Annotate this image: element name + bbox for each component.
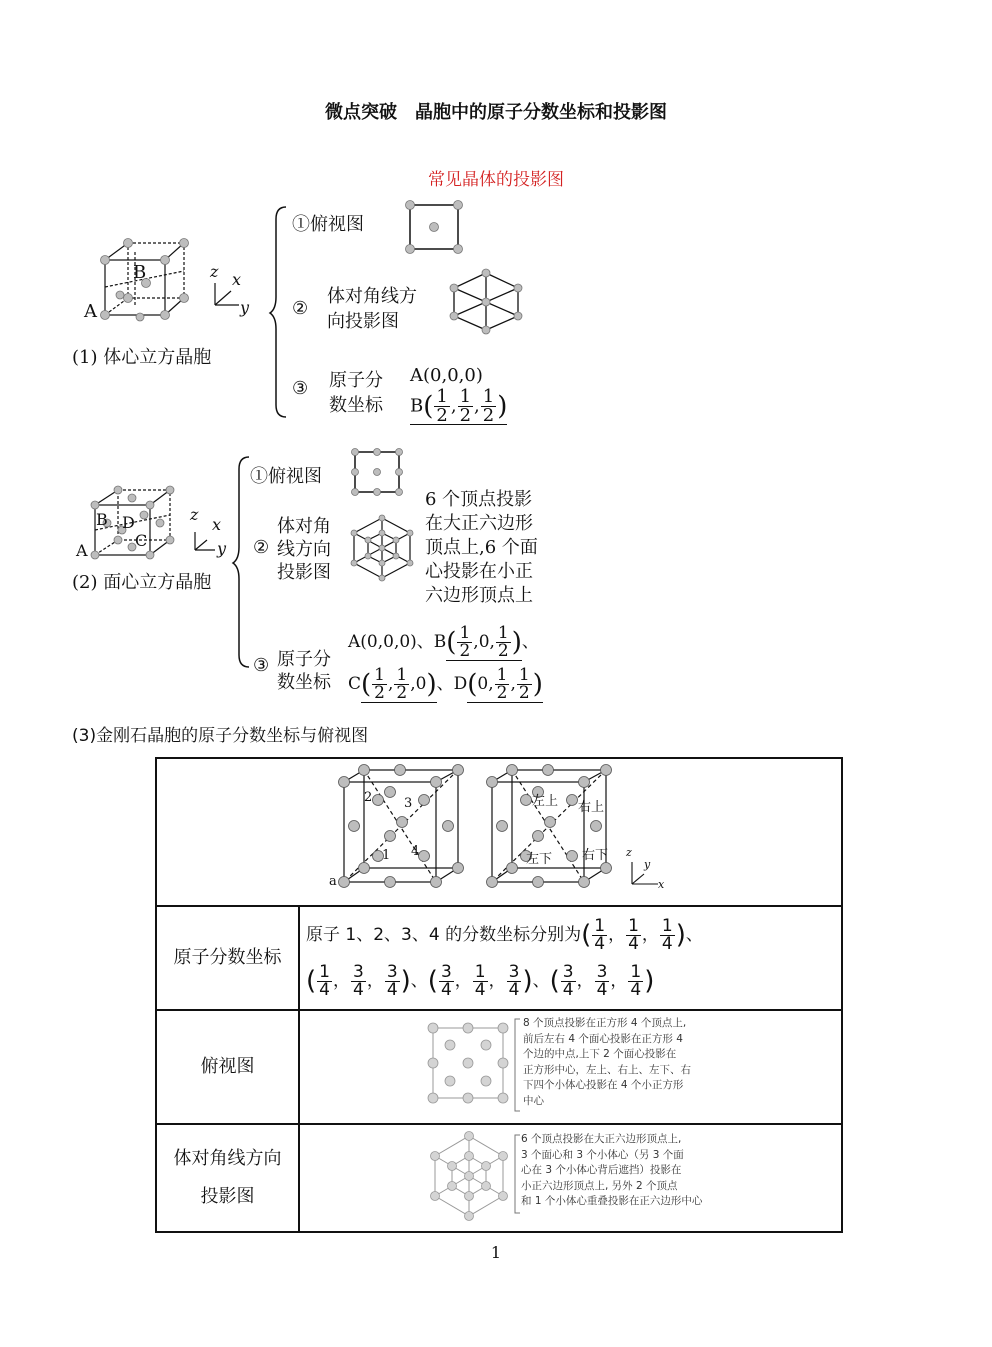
diamond-label-top-left: 左上: [532, 794, 559, 809]
fcc-top-view-label: ①俯视图: [250, 466, 322, 487]
page-number: 1: [490, 1243, 502, 1262]
top-view-note: 8 个顶点投影在正方形 4 个顶点上, 前后左右 4 个面心投影在正方形 4 个边的中点,上下 2 个面心投影在 正方形中心，左上、右上、左下、右 下四个小体心投影在 4 个小正方形 中心: [523, 1017, 691, 1107]
axis-y: y: [217, 539, 227, 558]
section2-caption: (2) 面心立方晶胞: [72, 572, 212, 593]
fcc-coords-line1: A(0,0,0)、B( $\frac{1}{2}$ ,0, $\frac{1}{2}$ )、: [348, 623, 539, 661]
diamond-table: [155, 757, 843, 1233]
diamond-top-view-diagram: [427, 1022, 511, 1106]
diamond-label-1: 1: [382, 848, 391, 863]
fcc-item3-num: ③: [253, 655, 270, 676]
top-view-cell: [299, 1010, 842, 1124]
axis-x: x: [658, 878, 665, 891]
row-label-coords: 原子分数坐标: [156, 906, 299, 1010]
axis-z: z: [210, 262, 219, 281]
fcc-item2-line3: 投影图: [277, 562, 331, 583]
axis-y: y: [240, 298, 250, 317]
fcc-point-c: C: [135, 531, 148, 550]
axis-x: x: [232, 270, 242, 289]
point-label-b: B: [133, 262, 147, 283]
diagonal-view-cell: [299, 1124, 842, 1232]
bcc-item3-num: ③: [292, 378, 309, 399]
diamond-label-bottom-left: 左下: [526, 852, 553, 867]
diamond-label-top-right: 右上: [578, 800, 605, 815]
diamond-diagram-cell: [156, 758, 842, 906]
fcc-item3-line1: 原子分: [277, 649, 331, 670]
table-row: [156, 906, 842, 1010]
row-label-diagonal: 体对角线方向 投影图: [156, 1124, 299, 1232]
brace-icon: [270, 205, 290, 420]
axis-x: x: [212, 515, 222, 534]
table-row: [156, 1124, 842, 1232]
bcc-coord-a: A(0,0,0): [410, 365, 483, 386]
table-row: [156, 758, 842, 906]
fcc-diagonal-projection: [350, 515, 414, 581]
fcc-point-d: D: [122, 513, 135, 532]
bcc-top-view-label: ①俯视图: [292, 214, 364, 235]
diamond-cell-diagram-positions: [486, 764, 616, 888]
bcc-item2-num: ②: [292, 298, 309, 319]
row-label-top-view: 俯视图: [156, 1010, 299, 1124]
fcc-item2-line1: 体对角: [277, 516, 331, 537]
bracket-icon: [513, 1018, 521, 1112]
bcc-item3-line1: 原子分: [329, 370, 383, 391]
page-title: 微点突破 晶胞中的原子分数坐标和投影图: [325, 102, 667, 123]
table-row: [156, 1010, 842, 1124]
diamond-diagonal-projection: [429, 1132, 513, 1222]
fcc-point-b: B: [96, 510, 108, 529]
axis-y: y: [644, 858, 651, 871]
bcc-item3-line2: 数坐标: [329, 395, 383, 416]
bracket-icon: [513, 1134, 521, 1214]
point-label-a: A: [84, 301, 97, 322]
fcc-item3-line2: 数坐标: [277, 672, 331, 693]
fcc-projection-description: 6 个顶点投影 在大正六边形 顶点上,6 个面 心投影在小正 六边形顶点上: [425, 489, 538, 606]
section3-heading: (3)金刚石晶胞的原子分数坐标与俯视图: [72, 726, 369, 746]
bcc-top-view-diagram: [403, 198, 465, 256]
fcc-top-view-diagram: [350, 447, 406, 499]
axis-z: z: [626, 846, 632, 859]
diamond-label-4: 4: [411, 844, 420, 859]
diamond-label-3: 3: [404, 796, 413, 811]
fcc-item2-line2: 线方向: [277, 539, 331, 560]
coords-cell: 原子 1、2、3、4 的分数坐标分别为( $\frac{1}{4}$ ， $\frac{1}{4}$ ， $\frac{1}{4}$ )、 ( $\frac{1}{4}$ ， $\frac{3}{4}$ ， $\frac{3}{4}$ )、( $\frac{3}{4}$ ， $\frac{1}{4}$ ， $\frac{3}{4}$ )、( $\frac{3}{4}$ ， $\frac{3}{4}$ ， $\frac{1}{4}$ ): [299, 906, 842, 1010]
bcc-item2-line1: 体对角线方: [327, 286, 417, 307]
fcc-point-a: A: [76, 541, 88, 560]
diagonal-view-note: 6 个顶点投影在大正六边形顶点上, 3 个面心和 3 个小体心（另 3 个面 心在 3 个小体心背后遮挡）投影在 小正六边形顶点上, 另外 2 个顶点 和 1 个小体心重叠投影在正六边形中心: [521, 1133, 703, 1207]
diamond-label-bottom-right: 右下: [582, 848, 609, 863]
section-subtitle: 常见晶体的投影图: [428, 170, 564, 190]
axis-z: z: [190, 505, 199, 524]
diamond-label-a: a: [329, 874, 337, 889]
diamond-cell-diagram-numbered: [338, 764, 468, 888]
diamond-label-2: 2: [364, 790, 373, 805]
fcc-coords-line2: C( $\frac{1}{2}$ , $\frac{1}{2}$ ,0)、D(0, $\frac{1}{2}$ , $\frac{1}{2}$ ): [348, 665, 543, 703]
bcc-diagonal-projection: [448, 268, 524, 334]
fcc-item2-num: ②: [253, 537, 270, 558]
section1-caption: (1) 体心立方晶胞: [72, 347, 212, 368]
bcc-coord-b: B( $\frac{1}{2}$ , $\frac{1}{2}$ , $\frac{1}{2}$ ): [410, 386, 508, 426]
bcc-item2-line2: 向投影图: [327, 311, 399, 332]
